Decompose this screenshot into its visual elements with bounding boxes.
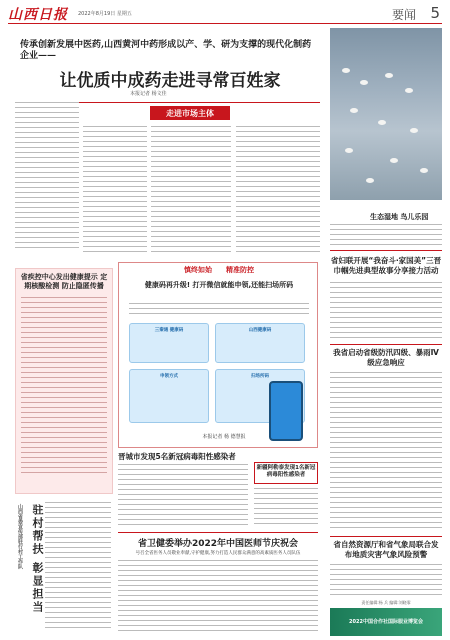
vertical-story-text — [45, 502, 111, 632]
box-tabs — [119, 263, 319, 277]
right-story-title: 省自然资源厅和省气象局联合发布地质灾害气象风险预警 — [333, 540, 439, 559]
tile-title: 三秦通 健康码 — [154, 328, 184, 333]
info-tile — [215, 323, 305, 363]
section-name: 要闻 — [391, 8, 416, 22]
photo-caption-title: 生态湿地 鸟儿乐园 — [370, 213, 429, 221]
tile-title: 山西健康码 — [248, 328, 272, 333]
editors-line: 责任编辑:杨 兵 编辑:刘晓霏 — [361, 600, 411, 605]
center-news-text — [254, 488, 318, 528]
health-code-box — [118, 262, 318, 448]
right-story-text — [330, 564, 442, 598]
panel-title: 省疾控中心发出健康提示 定期核酸检测 防止隐匿传播 — [20, 273, 108, 290]
center-news-text — [118, 464, 248, 528]
health-tips-panel — [15, 268, 113, 494]
expo-ad: 2022中国合作社国际服业博览会 — [330, 608, 442, 636]
panel-text — [21, 297, 107, 473]
center-news-title-boxed: 新疆阿勒泰发现1名新冠病毒阳性感染者 — [254, 462, 318, 484]
text-column — [151, 126, 231, 252]
wetland-birds-photo — [330, 28, 442, 200]
lead-kicker: 传承创新发展中医药,山西黄河中药形成以产、学、研为支撑的现代化制药企业—— — [20, 40, 312, 61]
right-story-title: 我省启动省级防汛四级、暴雨Ⅳ级应急响应 — [333, 348, 439, 367]
bottom-story-title: 省卫健委举办2022年中国医师节庆祝会 — [137, 539, 299, 549]
lead-title: 让优质中成药走进寻常百姓家 — [59, 71, 281, 91]
divider — [330, 344, 442, 345]
box-title: 健康码再升级! 打开微信就能申领,还能扫场所码 — [144, 281, 294, 289]
tile-title: 扫场所码 — [251, 374, 269, 379]
lead-byline: 本报记者 杨文佳 — [130, 91, 167, 97]
tile-title: 申领方式 — [160, 374, 178, 379]
bottom-story-text — [118, 560, 318, 634]
photo-caption-text — [330, 224, 442, 246]
tab-label: 慎终如始 — [184, 266, 212, 274]
divider — [118, 532, 318, 533]
vertical-story-subtitle: 山西省委宣传部驻行村工作队 — [17, 504, 23, 569]
info-tile — [129, 369, 209, 423]
bottom-story-subtitle: 号召全省医务人员敬业奉献,守护健康,努力打造人民群众满意的高素质医务人员队伍 — [135, 551, 301, 556]
divider — [330, 536, 442, 537]
tab-label: 精准防控 — [226, 266, 254, 274]
masthead — [8, 4, 442, 24]
right-story-text — [330, 282, 442, 340]
right-story-text — [330, 372, 442, 532]
center-news-title: 晋城市发现5名新冠病毒阳性感染者 — [118, 452, 236, 461]
info-tile — [129, 323, 209, 363]
text-column — [83, 126, 147, 252]
newspaper-logo: 山西日报 — [8, 7, 68, 23]
divider — [330, 250, 442, 251]
right-story-title: 省妇联开展“我奋斗·家国美”三晋巾帼先进典型故事分享接力活动 — [330, 256, 442, 275]
text-column — [15, 102, 79, 252]
box-credit: 本报记者 杨 德慧报 — [202, 434, 246, 440]
lead-body — [15, 102, 320, 252]
box-intro — [129, 303, 309, 317]
phone-icon — [269, 381, 303, 441]
section-banner: 走进市场主体 — [150, 106, 230, 120]
vertical-story — [15, 500, 113, 634]
vertical-story-title: 驻村帮扶 彰显担当 — [31, 504, 44, 614]
page-number: 5 — [430, 4, 440, 22]
text-column — [236, 126, 320, 252]
issue-date: 2022年8月19日 星期五 — [78, 11, 132, 17]
